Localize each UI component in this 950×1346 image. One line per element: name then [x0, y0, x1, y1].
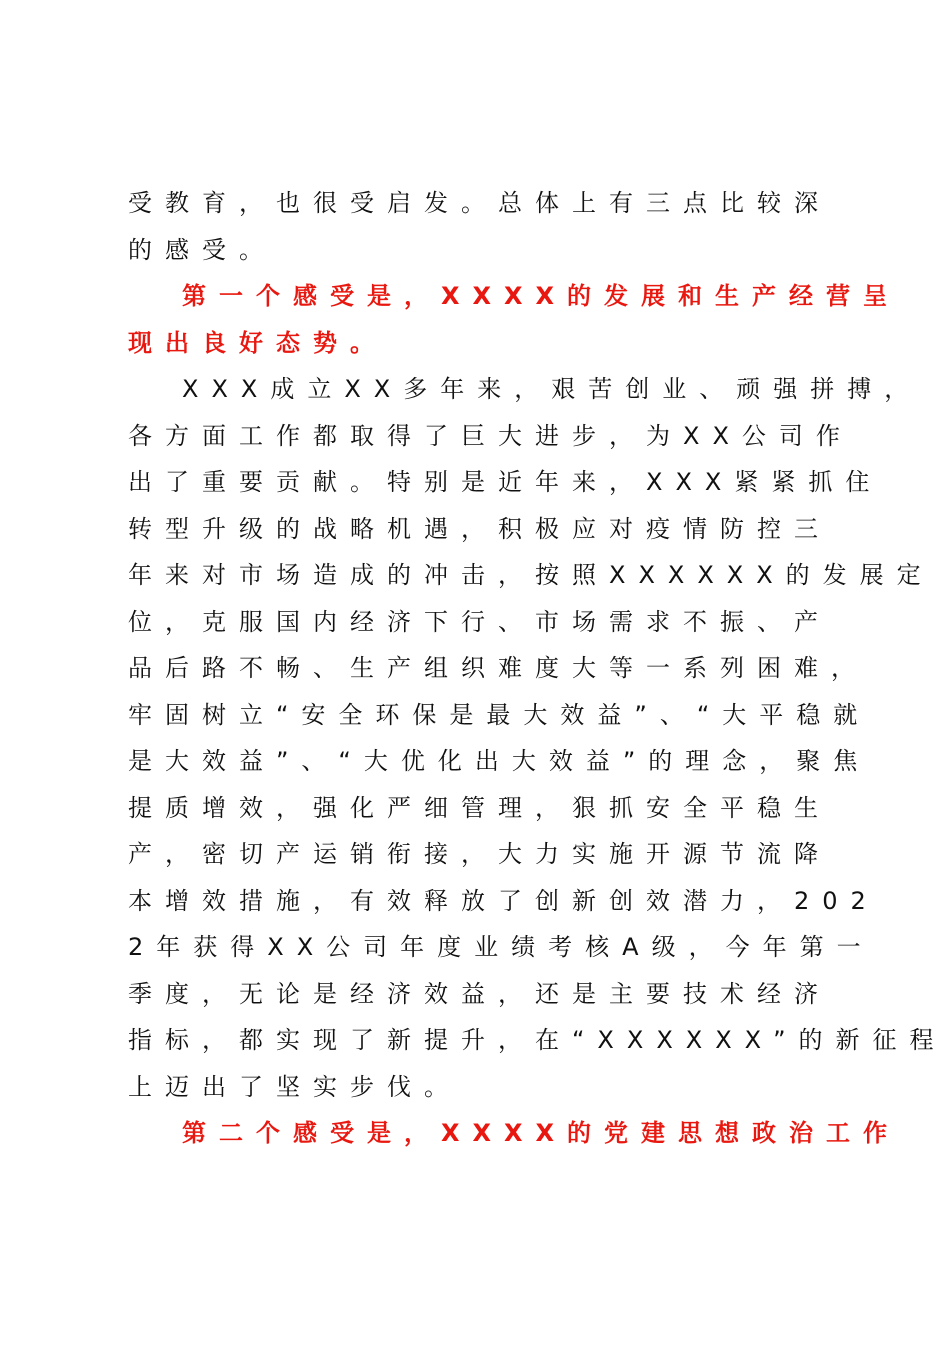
text-line: 本增效措施，有效释放了创新创效潜力，202 — [128, 886, 879, 915]
paragraph-start: XXX成立XX多年来，艰苦创业、顽强拼搏， — [182, 375, 922, 403]
text-line: 年来对市场造成的冲击，按照XXXXXX的发展定 — [128, 561, 934, 589]
text-line: 的感受。 — [128, 235, 276, 264]
text-line: 位，克服国内经济下行、市场需求不振、产 — [128, 607, 831, 636]
text-line: 出了重要贡献。特别是近年来，XXX紧紧抓住 — [128, 468, 883, 496]
text-line: 各方面工作都取得了巨大进步，为XX公司作 — [128, 421, 853, 450]
section-heading-1-continued: 现出良好态势。 — [128, 328, 387, 357]
text-line: 2年获得XX公司年度业绩考核A级，今年第一 — [128, 933, 874, 961]
text-line: 指标，都实现了新提升，在“XXXXXX”的新征程 — [128, 1026, 947, 1054]
text-line: 品后路不畅、生产组织难度大等一系列困难， — [128, 654, 868, 682]
text-line: 牢固树立“安全环保是最大效益”、“大平稳就 — [128, 700, 871, 729]
text-line: 受教育，也很受启发。总体上有三点比较深 — [128, 189, 831, 217]
text-line: 转型升级的战略机遇，积极应对疫情防控三 — [128, 514, 831, 543]
section-heading-1: 第一个感受是，XXXX的发展和生产经营呈 — [182, 282, 901, 310]
document-body — [128, 180, 947, 1157]
text-line: 上迈出了坚实步伐。 — [128, 1072, 461, 1101]
text-line: 提质增效，强化严细管理，狠抓安全平稳生 — [128, 793, 831, 822]
section-heading-2: 第二个感受是，XXXX的党建思想政治工作 — [182, 1119, 901, 1147]
text-line: 季度，无论是经济效益，还是主要技术经济 — [128, 979, 831, 1008]
text-line: 产，密切产运销衔接，大力实施开源节流降 — [128, 840, 831, 868]
text-line: 是大效益”、“大优化出大效益”的理念，聚焦 — [128, 747, 871, 775]
